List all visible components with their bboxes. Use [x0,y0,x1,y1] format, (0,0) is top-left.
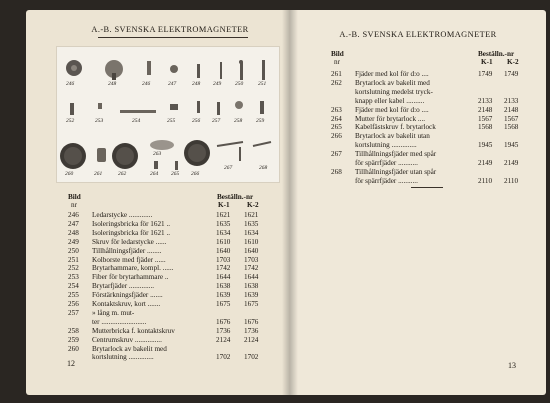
row-k2: 2148 [504,105,519,114]
row-k2: 1702 [244,353,259,362]
photo-label: 261 [94,171,103,177]
table-row [331,115,526,124]
row-number: 263 [331,105,342,114]
row-description: knapp eller kabel .......... [355,96,425,105]
row-k1: 1749 [478,70,493,78]
part-250-spring [240,62,243,80]
parts-illustration [57,47,279,182]
part-251-brush [262,60,265,80]
table-row [68,353,268,362]
row-k1: 1568 [478,123,493,132]
part-249-screw [220,62,222,79]
photo-label: 246 [66,81,75,87]
row-description: Brytarlock av bakelit med [355,78,430,87]
table-row [68,336,268,345]
photo-label: 253 [95,118,104,124]
part-261-spring [97,148,106,162]
row-number: 250 [68,246,79,255]
row-k1: 2148 [478,105,493,114]
col-nr: nr [71,201,77,209]
row-description: Kontaktskruv, kort ....... [92,300,161,308]
part-248-pin [197,64,200,78]
row-description: för spärrfjäder ........... [355,176,418,185]
row-k1: 1638 [216,282,231,291]
row-number: 260 [68,344,79,353]
part-247-washer [170,65,178,73]
row-number: 248 [68,228,79,237]
part-267-spring [217,142,243,146]
row-description: Centrumskruv ............... [92,335,162,344]
part-254-spring [120,110,156,113]
row-number: 247 [68,219,79,228]
col-bestalln: Beställn.-nr [217,193,254,201]
page-number-right: 13 [508,361,516,370]
row-k1: 1675 [216,300,231,308]
row-number: 266 [331,132,342,141]
table-row [331,97,526,106]
row-k2: 1945 [504,141,519,150]
table-row [68,282,268,291]
row-number: 267 [331,150,342,159]
row-k1: 1634 [216,228,231,237]
row-k2: 1736 [244,326,259,335]
part-253-fiber [98,103,102,109]
table-row [68,247,268,256]
part-264-nut [154,161,158,169]
table-row [331,141,526,150]
table-row [68,229,268,238]
row-number: 249 [68,237,79,246]
col-k1: K-1 [218,201,230,209]
row-k1: 1703 [216,255,231,264]
table-row [68,318,268,327]
col-k2-right: K-2 [507,58,519,66]
row-k2: 2149 [504,159,519,167]
col-k1-right: K-1 [481,58,493,66]
row-k2: 1644 [244,273,259,282]
row-description: Kabelfästskruv f. brytarlock [355,123,436,132]
table-row [68,256,268,265]
row-k1: 1610 [216,237,231,246]
part-257-screw [217,102,220,115]
row-description: Tillhållningsfjäder med spår [355,150,437,159]
row-k2: 1703 [244,255,259,264]
photo-label: 248 [108,81,117,87]
parts-photo [56,46,280,183]
table-row [331,177,526,186]
table-row [68,220,268,229]
photo-label: 251 [258,81,267,87]
row-k2: 1742 [244,264,259,273]
photo-label: 262 [118,171,127,177]
photo-label: 254 [132,118,141,124]
table-row [68,264,268,273]
right-page-header: A.-B. SVENSKA ELEKTROMAGNETER [339,30,497,39]
table-row [331,106,526,115]
left-header-rule [98,37,248,38]
row-number: 259 [68,335,79,344]
row-k2: 1675 [244,300,259,308]
row-description: Brytarhammare, kompl. ...... [92,264,174,273]
row-description: Fjäder med kol för d:o .... [355,105,429,114]
part-256-screw [197,101,200,113]
row-description: Ledarstycke ............. [92,211,153,219]
row-k1: 1621 [216,211,231,219]
row-description: Fjäder med kol för d:o .... [355,70,429,78]
photo-label: 256 [192,118,201,124]
row-number: 251 [68,255,79,264]
photo-label: 247 [168,81,177,87]
row-description: kortslutning medelst tryck- [355,87,433,96]
photo-label: 252 [66,118,75,124]
row-k2: 1567 [504,114,519,123]
row-description: kortslutning .............. [92,353,154,362]
part-268-spring [253,142,271,146]
row-k2: 1568 [504,123,519,132]
row-k2: 1635 [244,219,259,228]
row-description: Förstärkningsfjäder ....... [92,291,163,300]
table-row [331,70,526,79]
row-description: Mutterbricka f. kontaktskruv [92,326,175,335]
table-row [68,300,268,309]
table-row [68,211,268,220]
row-k1: 1676 [216,317,231,326]
row-description: Isoleringsbricka för 1621 .. [92,228,171,237]
right-end-rule [411,187,443,188]
part-259-screw [260,101,264,114]
book-gutter [282,10,298,395]
row-k2: 2133 [504,96,519,105]
left-page-header: A.-B. SVENSKA ELEKTROMAGNETER [91,25,249,34]
row-description: Brytarlock av bakelit med [92,344,167,353]
row-k2: 1640 [244,246,259,255]
row-description: Brytarfjäder .............. [92,282,155,291]
table-row [331,123,526,132]
photo-label: 260 [65,171,74,177]
row-number: 265 [331,123,342,132]
photo-label: 266 [191,171,200,177]
row-number: 264 [331,114,342,123]
part-255-spring [170,104,178,110]
row-k1: 1640 [216,246,231,255]
photo-label: 265 [171,171,180,177]
row-k1: 2124 [216,335,231,344]
photo-label: 248 [192,81,201,87]
row-k1: 2149 [478,159,493,167]
part-265-screw [175,161,178,170]
col-bild: Bild [68,193,81,201]
photo-label: 249 [213,81,222,87]
row-number: 253 [68,273,79,282]
row-description: Skruv för ledarstycke ...... [92,237,167,246]
table-row [68,345,268,354]
row-k2: 2110 [504,176,519,185]
row-k2: 1638 [244,282,259,291]
row-description: för spärrfjäder ........... [355,159,418,167]
row-k1: 1702 [216,353,231,362]
col-nr-right: nr [334,58,340,66]
row-k2: 1676 [244,317,259,326]
table-row [331,79,526,88]
row-number: 261 [331,70,342,78]
row-k2: 1639 [244,291,259,300]
col-k2: K-2 [247,201,259,209]
row-description: Kolborste med fjäder ...... [92,255,166,264]
photo-label: 257 [212,118,221,124]
row-k2: 1610 [244,237,259,246]
row-k1: 2133 [478,96,493,105]
row-k1: 1736 [216,326,231,335]
right-page [290,10,546,395]
row-k1: 1742 [216,264,231,273]
row-k2: 1749 [504,70,519,78]
row-description: Tillhållningsfjäder utan spår [355,167,437,176]
row-k1: 2110 [478,176,493,185]
row-k2: 2124 [244,335,259,344]
photo-label: 263 [153,151,162,157]
col-bild-right: Bild [331,50,344,58]
table-row [68,291,268,300]
row-number: 254 [68,282,79,291]
row-number: 255 [68,291,79,300]
row-k1: 1567 [478,114,493,123]
photo-label: 264 [150,171,159,177]
row-k2: 1621 [244,211,259,219]
row-number: 257 [68,308,79,317]
table-row [331,168,526,177]
part-263-spring [150,140,174,150]
row-description: » lång m. mut- [92,308,135,317]
row-description: Fiber för brytarhammare .. [92,273,169,282]
row-description: ter ......................... [92,317,147,326]
photo-label: 259 [256,118,265,124]
table-row [68,238,268,247]
table-row [331,159,526,168]
row-number: 246 [68,211,79,219]
row-number: 252 [68,264,79,273]
row-k2: 1634 [244,228,259,237]
row-description: Tillhållningsfjäder ........ [92,246,162,255]
part-252-hammer [70,103,74,115]
table-row [331,132,526,141]
photo-label: 258 [234,118,243,124]
photo-label: 255 [167,118,176,124]
table-row [331,150,526,159]
row-k1: 1635 [216,219,231,228]
table-row [331,88,526,97]
row-number: 258 [68,326,79,335]
row-k1: 1945 [478,141,493,150]
table-row [68,309,268,318]
row-description: Brytarlock av bakelit utan [355,132,430,141]
photo-label: 250 [235,81,244,87]
row-k1: 1639 [216,291,231,300]
part-258-washer [235,101,243,109]
page-number-left: 12 [67,359,75,368]
row-description: kortslutning .............. [355,141,417,150]
row-number: 256 [68,300,79,308]
photo-label: 267 [224,165,233,171]
row-description: Isoleringsbricka för 1621 .. [92,219,171,228]
row-number: 268 [331,167,342,176]
photo-label: 268 [259,165,268,171]
table-row [68,273,268,282]
row-k1: 1644 [216,273,231,282]
photo-label: 246 [142,81,151,87]
col-bestalln-right: Beställn.-nr [478,50,515,58]
part-246b-bolt [147,61,151,75]
row-number: 262 [331,78,342,87]
table-row [68,327,268,336]
row-description: Mutter för brytarlock .... [355,114,426,123]
